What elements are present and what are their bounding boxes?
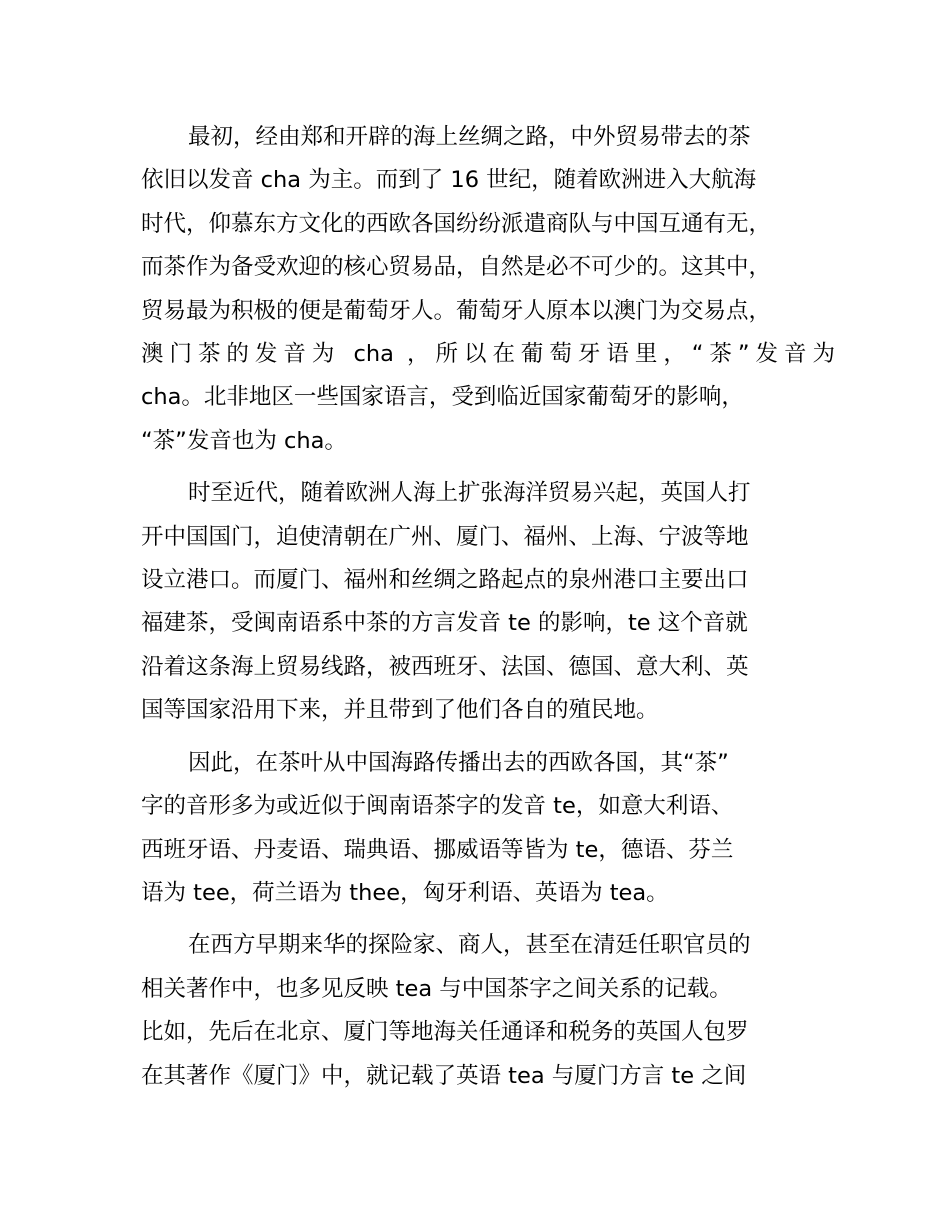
paragraph-3 [141, 742, 835, 916]
text-line: 字的音形多为或近似于闽南语茶字的发音 te，如意大利语、 [141, 793, 734, 820]
text-line: 澳门茶的发音为 cha ，所以在葡萄牙语里，“茶”发音为 [141, 341, 835, 368]
text-line: 相关著作中，也多见反映 tea 与中国茶字之间关系的记载。 [141, 975, 732, 1002]
text-line: 比如，先后在北京、厦门等地海关任通译和税务的英国人包罗 [141, 1019, 749, 1046]
text-line: 福建茶，受闽南语系中茶的方言发音 te 的影响，te 这个音就 [141, 610, 748, 637]
text-line: 时至近代，随着欧洲人海上扩张海洋贸易兴起，英国人打 [188, 480, 751, 507]
text-line: 在西方早期来华的探险家、商人，甚至在清廷任职官员的 [188, 932, 751, 959]
text-line: 沿着这条海上贸易线路，被西班牙、法国、德国、意大利、英 [141, 653, 749, 680]
text-line: 西班牙语、丹麦语、瑞典语、挪威语等皆为 te，德语、芬兰 [141, 836, 734, 863]
paragraph-2 [141, 472, 835, 732]
text-line: 时代，仰慕东方文化的西欧各国纷纷派遣商队与中国互通有无， [141, 210, 772, 237]
text-line: “茶”发音也为 cha。 [141, 427, 347, 454]
text-line: 国等国家沿用下来，并且带到了他们各自的殖民地。 [141, 697, 659, 724]
paragraph-4 [141, 924, 835, 1098]
paragraph-1 [141, 116, 835, 463]
text-line: 语为 tee，荷兰语为 thee，匈牙利语、英语为 tea。 [141, 879, 669, 906]
text-line: 设立港口。而厦门、福州和丝绸之路起点的泉州港口主要出口 [141, 567, 749, 594]
text-line: cha。北非地区一些国家语言，受到临近国家葡萄牙的影响， [141, 384, 744, 411]
document-page [141, 116, 835, 1107]
text-line: 依旧以发音 cha 为主。而到了 16 世纪，随着欧洲进入大航海 [141, 167, 757, 194]
text-line: 而茶作为备受欢迎的核心贸易品，自然是必不可少的。这其中， [141, 254, 772, 281]
text-line: 在其著作《厦门》中，就记载了英语 tea 与厦门方言 te 之间 [141, 1062, 747, 1089]
text-line: 最初，经由郑和开辟的海上丝绸之路，中外贸易带去的茶 [188, 124, 751, 150]
text-line: 因此，在茶叶从中国海路传播出去的西欧各国，其“茶” [188, 749, 729, 776]
text-line: 贸易最为积极的便是葡萄牙人。葡萄牙人原本以澳门为交易点， [141, 297, 772, 324]
text-line: 开中国国门，迫使清朝在广州、厦门、福州、上海、宁波等地 [141, 523, 749, 550]
